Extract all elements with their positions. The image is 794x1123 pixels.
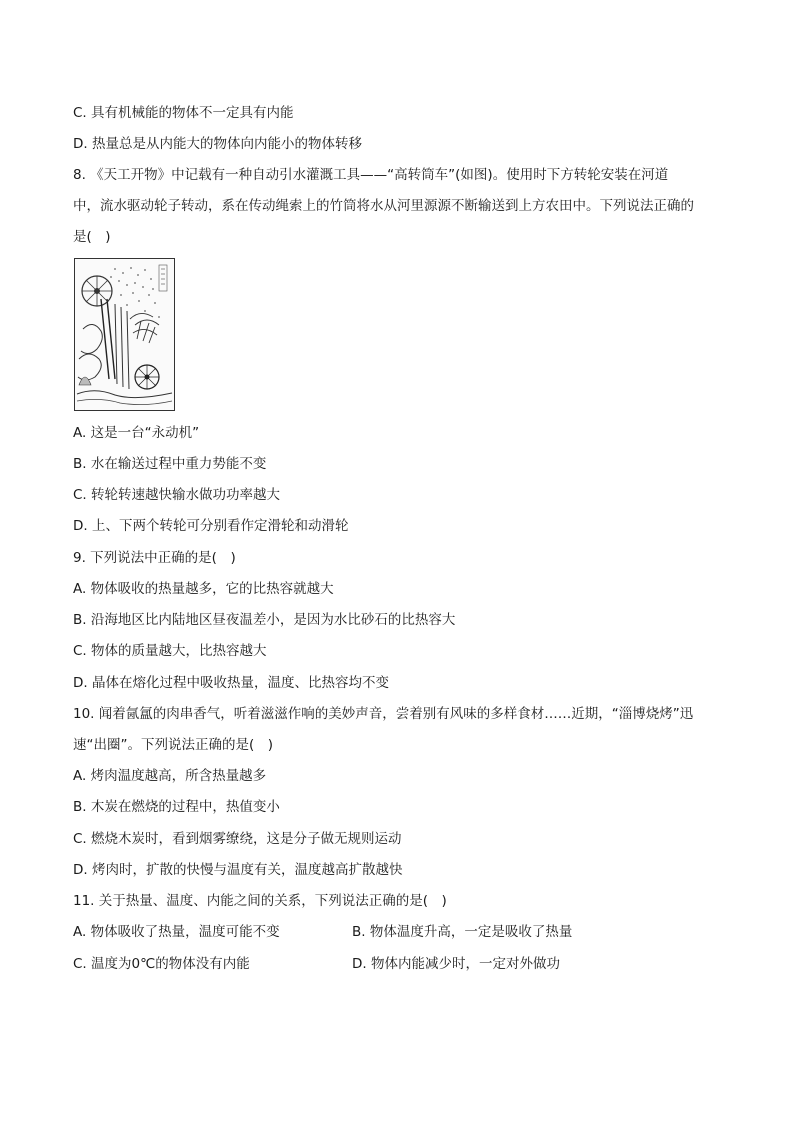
question-8-stem-line-2: 中，流水驱动轮子转动，系在传动绳索上的竹筒将水从河里源源不断输送到上方农田中。下列说法正确的: [73, 198, 694, 214]
question-9-stem: 9. 下列说法中正确的是( ): [73, 550, 236, 566]
question-11-option-b: B. 物体温度升高，一定是吸收了热量: [352, 924, 573, 940]
question-7-option-c: C. 具有机械能的物体不一定具有内能: [73, 105, 294, 121]
question-11-stem: 11. 关于热量、温度、内能之间的关系，下列说法正确的是( ): [73, 893, 447, 909]
question-11-option-a: A. 物体吸收了热量，温度可能不变: [73, 924, 280, 940]
question-10-stem-line-1: 10. 闻着氤氲的肉串香气，听着滋滋作响的美妙声音，尝着别有风味的多样食材……近期，“淄博烧烤”迅: [73, 706, 694, 722]
question-8-option-a: A. 这是一台“永动机”: [73, 425, 200, 441]
question-10-option-c: C. 燃烧木炭时，看到烟雾缭绕，这是分子做无规则运动: [73, 831, 402, 847]
water-wheel-illustration: [74, 258, 175, 411]
question-9-option-a: A. 物体吸收的热量越多，它的比热容就越大: [73, 581, 334, 597]
question-8-stem-line-3: 是( ): [73, 229, 111, 245]
question-10-option-b: B. 木炭在燃烧的过程中，热值变小: [73, 799, 280, 815]
question-9-option-b: B. 沿海地区比内陆地区昼夜温差小，是因为水比砂石的比热容大: [73, 612, 456, 628]
question-10-option-a: A. 烤肉温度越高，所含热量越多: [73, 768, 267, 784]
question-7-option-d: D. 热量总是从内能大的物体向内能小的物体转移: [73, 136, 362, 152]
question-9-option-d: D. 晶体在熔化过程中吸收热量，温度、比热容均不变: [73, 675, 389, 691]
question-9-option-c: C. 物体的质量越大，比热容越大: [73, 643, 267, 659]
question-8-stem-line-1: 8. 《天工开物》中记载有一种自动引水灌溉工具——“高转筒车”(如图)。使用时下方转轮安装在河道: [73, 167, 669, 183]
question-10-option-d: D. 烤肉时，扩散的快慢与温度有关，温度越高扩散越快: [73, 862, 403, 878]
question-11-option-d: D. 物体内能减少时，一定对外做功: [352, 956, 560, 972]
question-8-option-b: B. 水在输送过程中重力势能不变: [73, 456, 267, 472]
question-8-option-d: D. 上、下两个转轮可分别看作定滑轮和动滑轮: [73, 518, 349, 534]
question-8-option-c: C. 转轮转速越快输水做功功率越大: [73, 487, 281, 503]
question-11-option-c: C. 温度为0℃的物体没有内能: [73, 956, 250, 972]
question-10-stem-line-2: 速“出圈”。下列说法正确的是( ): [73, 737, 274, 753]
